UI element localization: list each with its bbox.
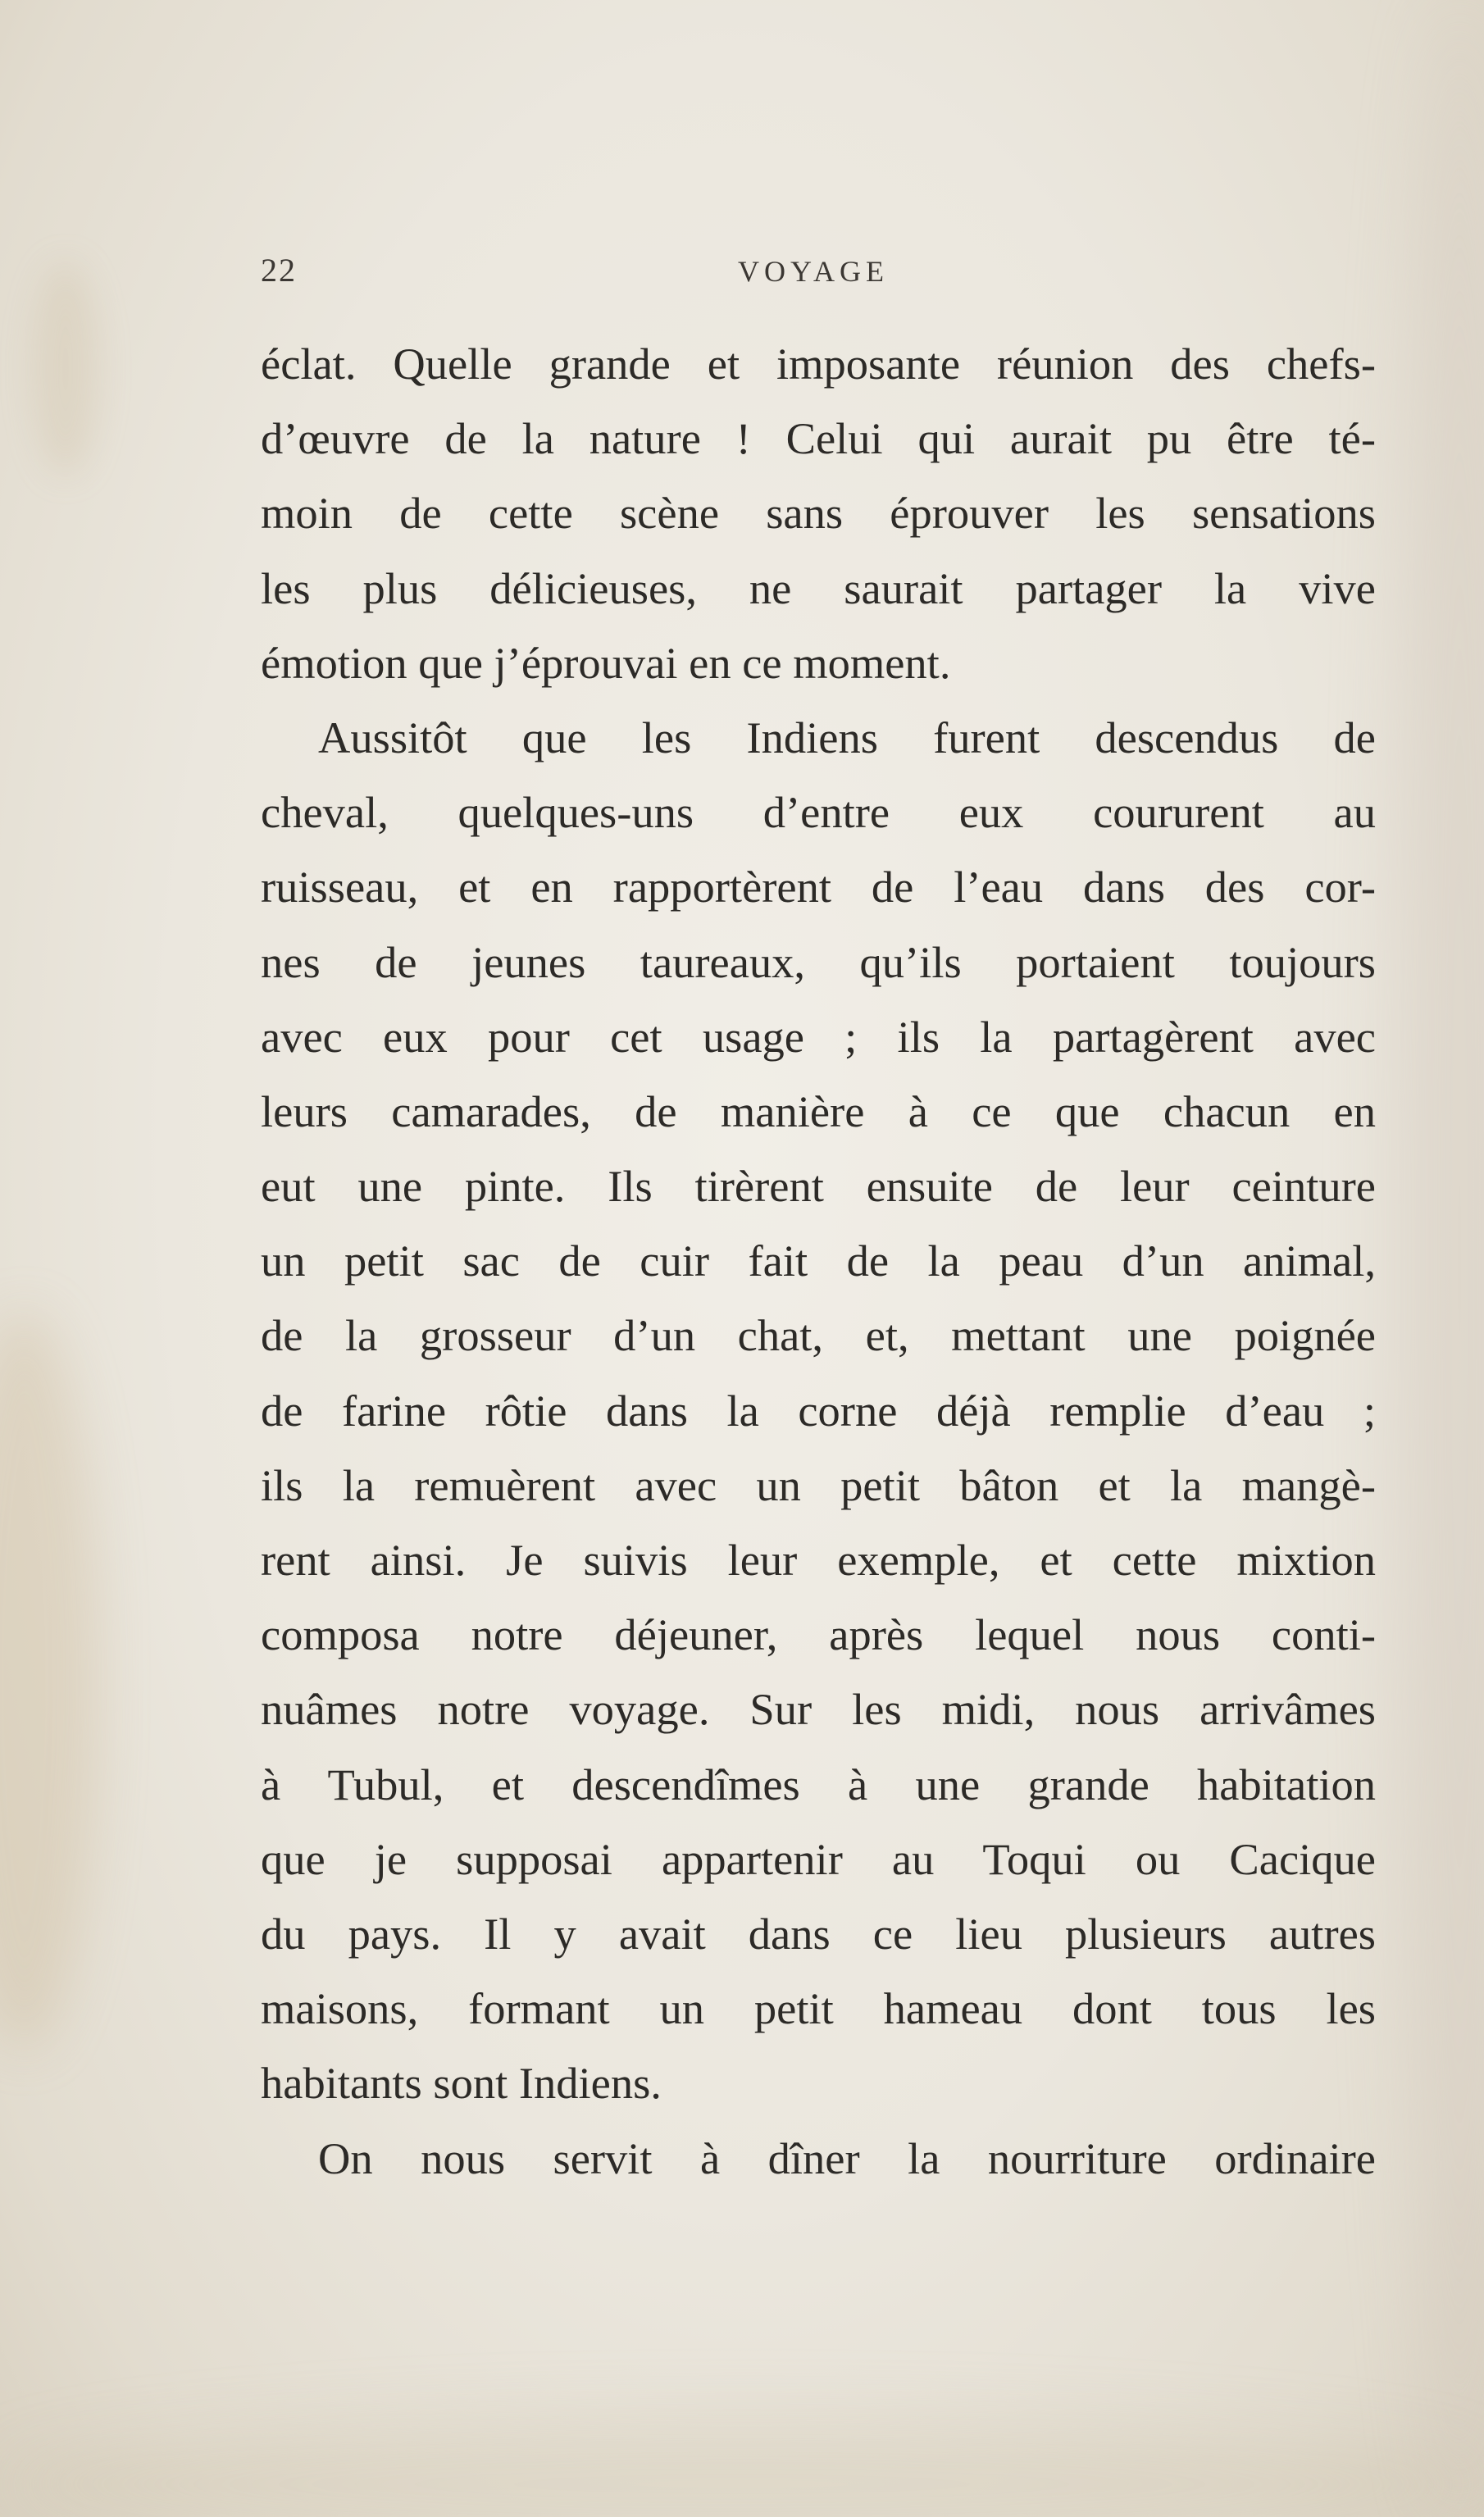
text-line: On nous servit à dîner la nourriture ordinaire bbox=[318, 2132, 1376, 2183]
text-line: de farine rôtie dans la corne déjà remplie d’eau ; bbox=[261, 1385, 1376, 1436]
text-line: d’œuvre de la nature ! Celui qui aurait pu être té- bbox=[261, 413, 1376, 464]
text-line: éclat. Quelle grande et imposante réunion des chefs- bbox=[261, 339, 1376, 389]
text-line: ils la remuèrent avec un petit bâton et la mangè- bbox=[261, 1459, 1376, 1510]
text-line: maisons, formant un petit hameau dont tous les bbox=[261, 1983, 1376, 2034]
text-line: moin de cette scène sans éprouver les sensations bbox=[261, 488, 1376, 539]
text-line: nuâmes notre voyage. Sur les midi, nous arrivâmes bbox=[261, 1684, 1376, 1735]
text-line: nes de jeunes taureaux, qu’ils portaient toujours bbox=[261, 936, 1376, 987]
text-line: avec eux pour cet usage ; ils la partagèrent avec bbox=[261, 1011, 1376, 1062]
text-line: habitants sont Indiens. bbox=[261, 2058, 662, 2109]
text-line: cheval, quelques-uns d’entre eux coururent au bbox=[261, 787, 1376, 838]
text-line: leurs camarades, de manière à ce que chacun en bbox=[261, 1086, 1376, 1136]
running-head bbox=[0, 248, 1484, 297]
paper-stain bbox=[0, 1312, 98, 2050]
text-line: à Tubul, et descendîmes à une grande habitation bbox=[261, 1759, 1376, 1809]
text-line: un petit sac de cuir fait de la peau d’un animal, bbox=[261, 1236, 1376, 1286]
text-line: composa notre déjeuner, après lequel nous conti- bbox=[261, 1609, 1376, 1660]
page-number: 22 bbox=[261, 252, 297, 289]
text-line: rent ainsi. Je suivis leur exemple, et cette mixtion bbox=[261, 1535, 1376, 1585]
running-title: VOYAGE bbox=[738, 255, 889, 288]
text-line: de la grosseur d’un chat, et, mettant une poignée bbox=[261, 1310, 1376, 1361]
paper-shadow-bottom bbox=[0, 2419, 1484, 2517]
text-line: que je supposai appartenir au Toqui ou Cacique bbox=[261, 1833, 1376, 1884]
text-line: Aussitôt que les Indiens furent descendus de bbox=[318, 712, 1376, 762]
text-line: les plus délicieuses, ne saurait partager la vive bbox=[261, 562, 1376, 613]
text-line: émotion que j’éprouvai en ce moment. bbox=[261, 637, 951, 688]
text-line: du pays. Il y avait dans ce lieu plusieurs autres bbox=[261, 1908, 1376, 1959]
paper-shadow-right bbox=[1394, 0, 1484, 2517]
text-line: eut une pinte. Ils tirèrent ensuite de leur ceinture bbox=[261, 1161, 1376, 1212]
body-text bbox=[261, 326, 1376, 2196]
text-line: ruisseau, et en rapportèrent de l’eau dans des cor- bbox=[261, 862, 1376, 913]
